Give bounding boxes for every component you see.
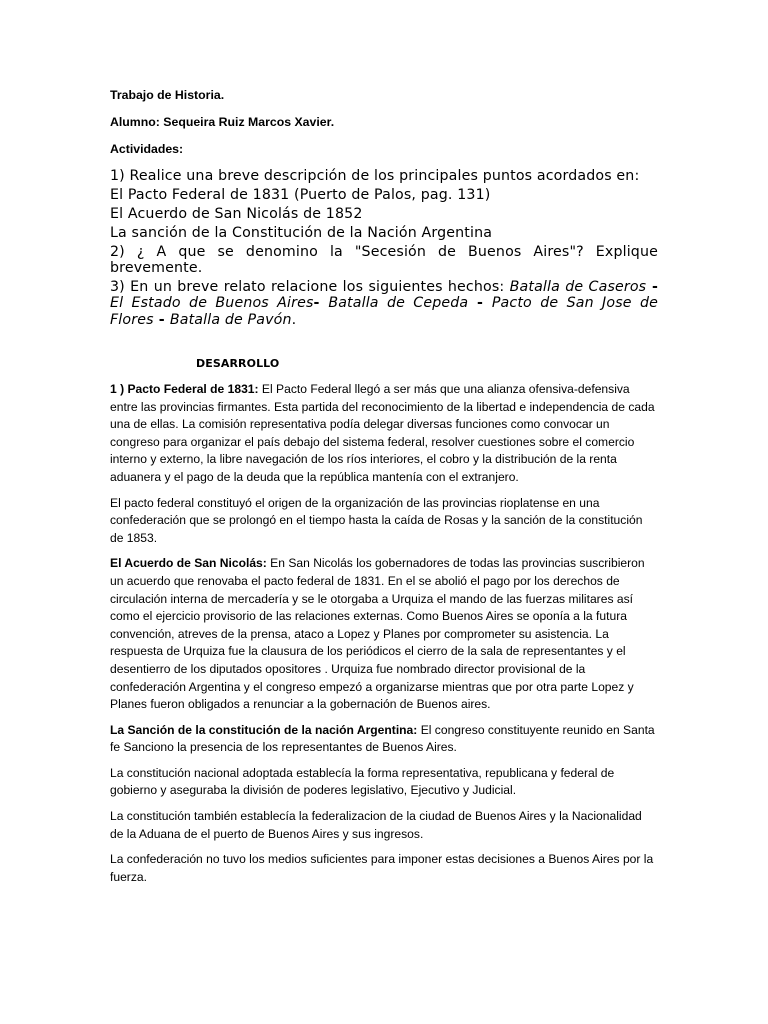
paragraph-text: El Pacto Federal llegó a ser más que una alianza ofensiva-defensiva entre las provincias firmantes. Esta partida del reconocimiento de la libertad e independencia de cada una de ellas. La comisión representativa podía delegar diversas funciones como convocar un congreso para organizar el país debajo del sistema federal, resolver cuestiones sobre el comercio interno y externo, la libre navegación de los ríos interiores, el cobro y la distribución de la renta aduanera y el pago de la deuda que la república mantenía con el extranjero. — [110, 382, 655, 484]
activity-1-item-constitucion: La sanción de la Constitución de la Nación Argentina — [110, 224, 493, 241]
paragraph-pacto-federal — [110, 381, 658, 487]
paragraph-origen-confederacion: El pacto federal constituyó el origen de la organización de las provincias rioplatense en una confederación que se prolongó en el tiempo hasta la caída de Rosas y la sanción de la constitución de 1853. — [110, 495, 643, 545]
activity-3-event-pavon: Batalla de Pavón — [169, 311, 292, 328]
activity-3-separator: - — [313, 295, 329, 312]
paragraph-text: El congreso constituyente reunido en Santa fe Sanciono la presencia de los representantes de Buenos Aires. — [110, 722, 655, 755]
paragraph-label: La Sanción de la constitución de la nación Argentina: — [110, 722, 418, 737]
activity-3-separator: - — [646, 278, 658, 295]
activity-3-separator: - — [468, 295, 492, 312]
activity-3-separator: - — [153, 311, 170, 328]
activity-1-item-pacto: El Pacto Federal de 1831 (Puerto de Palos, pag. 131) — [110, 186, 491, 203]
activity-3-event-estado: El Estado de Buenos Aires — [110, 295, 314, 312]
activity-1-intro: 1) Realice una breve descripción de los principales puntos acordados en: — [110, 168, 640, 184]
activity-2: 2) ¿ A que se denomino la "Secesión de Buenos Aires"? Explique brevemente. — [110, 243, 658, 277]
document-title: Trabajo de Historia. — [110, 88, 225, 102]
activity-3-event-caseros: Batalla de Caseros — [509, 278, 647, 295]
paragraph-federalizacion: La constitución también establecía la federalizacion de la ciudad de Buenos Aires y la Nacionalidad de la Aduana de el puerto de Buenos Aires y sus ingresos. — [110, 809, 642, 841]
activity-3 — [110, 279, 658, 329]
activities-heading: Actividades: — [110, 142, 184, 156]
activity-3-event-cepeda: Batalla de Cepeda — [328, 295, 469, 312]
paragraph-text: En San Nicolás los gobernadores de todas las provincias suscribieron un acuerdo que renovaba el pacto federal de 1831. En el se abolió el pago por los derechos de circulación interna de mercadería y se le otorgaba a Urquiza el mando de las fuerzas militares así como el ejercicio provisorio de las relaciones externas. Como Buenos Aires se oponía a la futura convención, atreves de la prensa, ataco a Lopez y Planes por comprometer su asistencia. La respuesta de Urquiza fue la clausura de los periódicos el cierro de la sala de representantes y el desentierro de los diputados opositores . Urquiza fue nombrado director provisional de la confederación Argentina y el congreso empezó a organizarse mientras que por otra parte Lopez y Planes fueron obligados a renunciar a la gobernación de Buenos aires. — [110, 556, 645, 712]
activity-3-end: . — [291, 311, 297, 328]
paragraph-forma-gobierno: La constitución nacional adoptada establecía la forma representativa, republicana y federal de gobierno y aseguraba la división de poderes legislativo, Ejecutivo y Judicial. — [110, 765, 615, 798]
paragraph-sancion-constitucion — [110, 722, 658, 757]
activity-1-item-acuerdo: El Acuerdo de San Nicolás de 1852 — [110, 205, 363, 222]
paragraph-label: El Acuerdo de San Nicolás: — [110, 556, 267, 571]
paragraph-confederacion-medios: La confederación no tuvo los medios suficientes para imponer estas decisiones a Buenos Aires por la fuerza. — [110, 852, 654, 884]
activity-3-event-flores: Pacto de San Jose de Flores — [110, 295, 658, 328]
activity-3-intro: 3) En un breve relato relacione los siguientes hechos: — [110, 278, 510, 295]
paragraph-label: 1 ) Pacto Federal de 1831: — [110, 382, 259, 396]
activities-list — [110, 168, 658, 331]
paragraph-acuerdo-san-nicolas — [110, 555, 658, 713]
development-body — [110, 381, 658, 894]
section-title-desarrollo: DESARROLLO — [196, 357, 280, 370]
student-name: Alumno: Sequeira Ruiz Marcos Xavier. — [110, 115, 335, 129]
